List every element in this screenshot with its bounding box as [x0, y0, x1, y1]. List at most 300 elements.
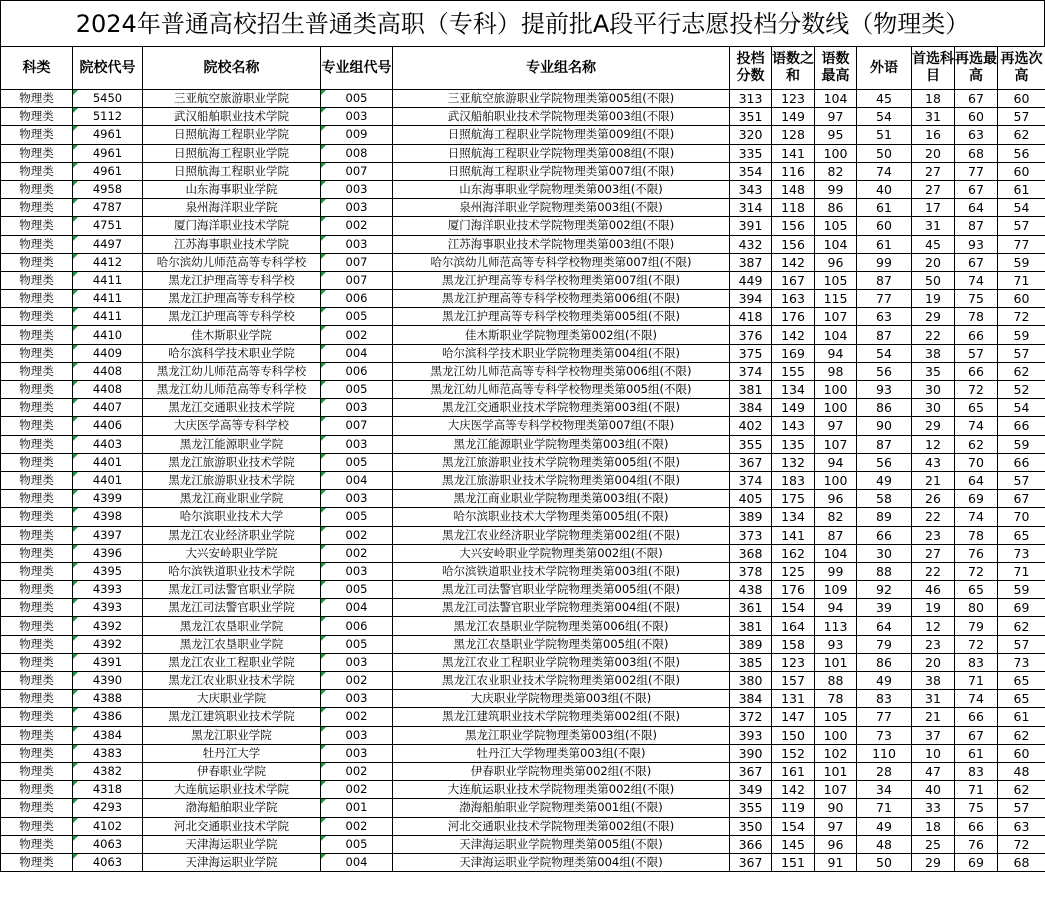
cell-first-subject: 19	[912, 599, 955, 617]
cell-score: 349	[730, 781, 772, 799]
cell-chn-math-max: 104	[815, 326, 857, 344]
cell-school: 山东海事职业学院	[143, 180, 321, 198]
cell-first-subject: 35	[912, 362, 955, 380]
cell-score: 343	[730, 180, 772, 198]
cell-re-max: 71	[955, 781, 998, 799]
cell-group-name: 武汉船舶职业技术学院物理类第003组(不限)	[393, 108, 730, 126]
cell-re-max: 76	[955, 544, 998, 562]
cell-first-subject: 20	[912, 653, 955, 671]
cell-school: 天津海运职业学院	[143, 853, 321, 871]
cell-foreign: 30	[857, 544, 912, 562]
cell-school: 黑龙江旅游职业技术学院	[143, 453, 321, 471]
cell-chn-math: 154	[772, 599, 815, 617]
cell-chn-math: 134	[772, 508, 815, 526]
cell-school: 黑龙江旅游职业技术学院	[143, 471, 321, 489]
cell-ke: 物理类	[1, 726, 73, 744]
cell-school: 日照航海工程职业学院	[143, 162, 321, 180]
cell-re-max: 65	[955, 399, 998, 417]
cell-chn-math: 152	[772, 744, 815, 762]
cell-ke: 物理类	[1, 544, 73, 562]
cell-re-second: 62	[998, 726, 1045, 744]
cell-first-subject: 25	[912, 835, 955, 853]
cell-school: 黑龙江农垦职业学院	[143, 617, 321, 635]
cell-chn-math: 118	[772, 199, 815, 217]
cell-ke: 物理类	[1, 653, 73, 671]
cell-re-second: 59	[998, 581, 1045, 599]
cell-group-name: 黑龙江护理高等专科学校物理类第007组(不限)	[393, 271, 730, 289]
cell-re-max: 66	[955, 326, 998, 344]
cell-first-subject: 40	[912, 781, 955, 799]
cell-code: 4401	[73, 471, 143, 489]
header-cell-group-code: 专业组代号	[321, 47, 393, 90]
cell-re-max: 75	[955, 799, 998, 817]
cell-school: 大兴安岭职业学院	[143, 544, 321, 562]
cell-group-code: 003	[321, 108, 393, 126]
cell-score: 372	[730, 708, 772, 726]
cell-ke: 物理类	[1, 744, 73, 762]
cell-group-code: 003	[321, 562, 393, 580]
cell-score: 355	[730, 435, 772, 453]
cell-re-max: 74	[955, 690, 998, 708]
cell-re-max: 79	[955, 617, 998, 635]
cell-re-second: 67	[998, 490, 1045, 508]
cell-chn-math-max: 100	[815, 726, 857, 744]
cell-score: 374	[730, 471, 772, 489]
cell-score: 368	[730, 544, 772, 562]
cell-first-subject: 18	[912, 90, 955, 108]
cell-re-second: 59	[998, 326, 1045, 344]
cell-chn-math-max: 93	[815, 635, 857, 653]
table-row	[1, 180, 1045, 198]
cell-chn-math-max: 95	[815, 126, 857, 144]
cell-foreign: 86	[857, 399, 912, 417]
cell-foreign: 88	[857, 562, 912, 580]
cell-ke: 物理类	[1, 453, 73, 471]
cell-score: 376	[730, 326, 772, 344]
cell-group-code: 006	[321, 290, 393, 308]
cell-ke: 物理类	[1, 762, 73, 780]
cell-ke: 物理类	[1, 144, 73, 162]
cell-ke: 物理类	[1, 253, 73, 271]
cell-first-subject: 21	[912, 708, 955, 726]
cell-school: 黑龙江商业职业学院	[143, 490, 321, 508]
cell-ke: 物理类	[1, 672, 73, 690]
table-row	[1, 126, 1045, 144]
cell-school: 渤海船舶职业学院	[143, 799, 321, 817]
cell-code: 4787	[73, 199, 143, 217]
cell-re-second: 57	[998, 108, 1045, 126]
table-row	[1, 235, 1045, 253]
cell-first-subject: 18	[912, 817, 955, 835]
cell-school: 大庆职业学院	[143, 690, 321, 708]
cell-chn-math-max: 94	[815, 599, 857, 617]
cell-chn-math: 145	[772, 835, 815, 853]
table-row	[1, 744, 1045, 762]
cell-first-subject: 26	[912, 490, 955, 508]
cell-score: 389	[730, 508, 772, 526]
cell-chn-math-max: 96	[815, 835, 857, 853]
cell-code: 4408	[73, 362, 143, 380]
table-row	[1, 653, 1045, 671]
cell-chn-math-max: 104	[815, 90, 857, 108]
cell-group-code: 004	[321, 344, 393, 362]
cell-chn-math: 116	[772, 162, 815, 180]
cell-school: 佳木斯职业学院	[143, 326, 321, 344]
header-cell-score: 投档分数	[730, 47, 772, 90]
cell-foreign: 71	[857, 799, 912, 817]
cell-first-subject: 16	[912, 126, 955, 144]
cell-score: 402	[730, 417, 772, 435]
cell-ke: 物理类	[1, 690, 73, 708]
cell-foreign: 56	[857, 453, 912, 471]
table-row	[1, 672, 1045, 690]
cell-chn-math-max: 115	[815, 290, 857, 308]
cell-group-name: 山东海事职业学院物理类第003组(不限)	[393, 180, 730, 198]
cell-chn-math-max: 99	[815, 562, 857, 580]
cell-chn-math-max: 96	[815, 253, 857, 271]
cell-school: 泉州海洋职业学院	[143, 199, 321, 217]
cell-group-name: 哈尔滨铁道职业技术学院物理类第003组(不限)	[393, 562, 730, 580]
cell-re-max: 78	[955, 526, 998, 544]
cell-ke: 物理类	[1, 562, 73, 580]
cell-re-max: 64	[955, 471, 998, 489]
cell-foreign: 60	[857, 217, 912, 235]
cell-ke: 物理类	[1, 180, 73, 198]
cell-code: 4396	[73, 544, 143, 562]
cell-group-name: 哈尔滨科学技术职业学院物理类第004组(不限)	[393, 344, 730, 362]
cell-group-code: 005	[321, 635, 393, 653]
cell-re-max: 70	[955, 453, 998, 471]
cell-re-second: 68	[998, 853, 1045, 871]
table-row	[1, 162, 1045, 180]
cell-foreign: 58	[857, 490, 912, 508]
cell-score: 438	[730, 581, 772, 599]
cell-chn-math: 158	[772, 635, 815, 653]
header-cell-foreign: 外语	[857, 47, 912, 90]
cell-group-name: 黑龙江农业工程职业学院物理类第003组(不限)	[393, 653, 730, 671]
cell-chn-math-max: 107	[815, 781, 857, 799]
cell-score: 381	[730, 617, 772, 635]
cell-group-code: 003	[321, 490, 393, 508]
cell-first-subject: 21	[912, 471, 955, 489]
cell-score: 432	[730, 235, 772, 253]
cell-first-subject: 50	[912, 271, 955, 289]
cell-re-second: 52	[998, 381, 1045, 399]
cell-ke: 物理类	[1, 162, 73, 180]
cell-school: 日照航海工程职业学院	[143, 126, 321, 144]
cell-re-second: 56	[998, 144, 1045, 162]
cell-school: 黑龙江护理高等专科学校	[143, 271, 321, 289]
cell-re-second: 72	[998, 308, 1045, 326]
cell-code: 4063	[73, 835, 143, 853]
cell-group-name: 黑龙江职业学院物理类第003组(不限)	[393, 726, 730, 744]
cell-chn-math-max: 94	[815, 344, 857, 362]
cell-code: 4497	[73, 235, 143, 253]
cell-group-code: 008	[321, 144, 393, 162]
cell-first-subject: 38	[912, 344, 955, 362]
cell-re-max: 66	[955, 708, 998, 726]
cell-re-max: 71	[955, 672, 998, 690]
cell-re-second: 66	[998, 453, 1045, 471]
cell-group-code: 005	[321, 508, 393, 526]
cell-foreign: 54	[857, 108, 912, 126]
cell-group-code: 002	[321, 672, 393, 690]
cell-score: 391	[730, 217, 772, 235]
cell-school: 伊春职业学院	[143, 762, 321, 780]
cell-code: 4397	[73, 526, 143, 544]
cell-code: 4403	[73, 435, 143, 453]
cell-ke: 物理类	[1, 617, 73, 635]
header-cell-re-second: 再选次高	[998, 47, 1045, 90]
cell-group-code: 005	[321, 381, 393, 399]
cell-group-name: 哈尔滨幼儿师范高等专科学校物理类第007组(不限)	[393, 253, 730, 271]
cell-foreign: 28	[857, 762, 912, 780]
cell-code: 4102	[73, 817, 143, 835]
cell-score: 314	[730, 199, 772, 217]
cell-re-second: 77	[998, 235, 1045, 253]
cell-re-max: 72	[955, 381, 998, 399]
cell-re-second: 72	[998, 835, 1045, 853]
cell-school: 黑龙江护理高等专科学校	[143, 290, 321, 308]
cell-group-name: 哈尔滨职业技术大学物理类第005组(不限)	[393, 508, 730, 526]
cell-code: 4390	[73, 672, 143, 690]
cell-foreign: 66	[857, 526, 912, 544]
cell-foreign: 73	[857, 726, 912, 744]
cell-re-max: 72	[955, 562, 998, 580]
table-row	[1, 690, 1045, 708]
table-row	[1, 199, 1045, 217]
cell-ke: 物理类	[1, 290, 73, 308]
cell-re-max: 67	[955, 253, 998, 271]
cell-group-name: 黑龙江农业职业技术学院物理类第002组(不限)	[393, 672, 730, 690]
cell-score: 393	[730, 726, 772, 744]
cell-chn-math: 169	[772, 344, 815, 362]
cell-school: 黑龙江司法警官职业学院	[143, 599, 321, 617]
cell-group-name: 泉州海洋职业学院物理类第003组(不限)	[393, 199, 730, 217]
table-row	[1, 435, 1045, 453]
cell-score: 378	[730, 562, 772, 580]
cell-foreign: 61	[857, 199, 912, 217]
cell-re-max: 93	[955, 235, 998, 253]
cell-re-max: 77	[955, 162, 998, 180]
cell-code: 4961	[73, 162, 143, 180]
cell-score: 313	[730, 90, 772, 108]
cell-group-name: 三亚航空旅游职业学院物理类第005组(不限)	[393, 90, 730, 108]
cell-foreign: 49	[857, 471, 912, 489]
cell-chn-math: 143	[772, 417, 815, 435]
cell-first-subject: 22	[912, 326, 955, 344]
cell-group-code: 003	[321, 744, 393, 762]
cell-first-subject: 22	[912, 562, 955, 580]
cell-foreign: 74	[857, 162, 912, 180]
cell-re-second: 63	[998, 817, 1045, 835]
cell-code: 4411	[73, 308, 143, 326]
table-row	[1, 562, 1045, 580]
cell-chn-math: 149	[772, 108, 815, 126]
cell-school: 黑龙江幼儿师范高等专科学校	[143, 362, 321, 380]
cell-code: 4398	[73, 508, 143, 526]
cell-group-code: 002	[321, 326, 393, 344]
cell-chn-math: 161	[772, 762, 815, 780]
cell-group-name: 大庆职业学院物理类第003组(不限)	[393, 690, 730, 708]
cell-chn-math-max: 94	[815, 453, 857, 471]
cell-school: 黑龙江能源职业学院	[143, 435, 321, 453]
table-row	[1, 90, 1045, 108]
cell-ke: 物理类	[1, 799, 73, 817]
cell-re-second: 57	[998, 471, 1045, 489]
cell-chn-math: 125	[772, 562, 815, 580]
cell-chn-math: 151	[772, 853, 815, 871]
cell-re-max: 65	[955, 581, 998, 599]
cell-group-code: 007	[321, 417, 393, 435]
cell-code: 4318	[73, 781, 143, 799]
cell-ke: 物理类	[1, 344, 73, 362]
cell-score: 320	[730, 126, 772, 144]
cell-foreign: 39	[857, 599, 912, 617]
cell-ke: 物理类	[1, 526, 73, 544]
cell-foreign: 87	[857, 435, 912, 453]
cell-group-name: 牡丹江大学物理类第003组(不限)	[393, 744, 730, 762]
cell-code: 5450	[73, 90, 143, 108]
cell-first-subject: 27	[912, 180, 955, 198]
cell-ke: 物理类	[1, 326, 73, 344]
cell-group-code: 002	[321, 762, 393, 780]
cell-re-max: 87	[955, 217, 998, 235]
cell-chn-math: 163	[772, 290, 815, 308]
cell-foreign: 79	[857, 635, 912, 653]
cell-group-name: 天津海运职业学院物理类第005组(不限)	[393, 835, 730, 853]
table-row	[1, 399, 1045, 417]
cell-chn-math: 135	[772, 435, 815, 453]
table-row	[1, 817, 1045, 835]
cell-group-code: 005	[321, 835, 393, 853]
cell-chn-math: 156	[772, 217, 815, 235]
cell-ke: 物理类	[1, 508, 73, 526]
cell-score: 389	[730, 635, 772, 653]
cell-first-subject: 23	[912, 526, 955, 544]
table-row	[1, 108, 1045, 126]
cell-code: 4407	[73, 399, 143, 417]
cell-group-name: 黑龙江农垦职业学院物理类第005组(不限)	[393, 635, 730, 653]
cell-chn-math-max: 102	[815, 744, 857, 762]
cell-chn-math: 128	[772, 126, 815, 144]
cell-foreign: 56	[857, 362, 912, 380]
cell-score: 367	[730, 453, 772, 471]
cell-foreign: 77	[857, 290, 912, 308]
cell-group-code: 009	[321, 126, 393, 144]
cell-chn-math: 167	[772, 271, 815, 289]
table-body	[1, 90, 1045, 872]
table-row	[1, 599, 1045, 617]
cell-foreign: 87	[857, 326, 912, 344]
cell-code: 4408	[73, 381, 143, 399]
cell-code: 4393	[73, 599, 143, 617]
cell-code: 4961	[73, 144, 143, 162]
cell-code: 4961	[73, 126, 143, 144]
cell-first-subject: 10	[912, 744, 955, 762]
cell-group-name: 黑龙江农业经济职业学院物理类第002组(不限)	[393, 526, 730, 544]
cell-group-name: 佳木斯职业学院物理类第002组(不限)	[393, 326, 730, 344]
cell-re-max: 74	[955, 417, 998, 435]
table-row	[1, 762, 1045, 780]
cell-re-second: 61	[998, 708, 1045, 726]
cell-group-name: 黑龙江能源职业学院物理类第003组(不限)	[393, 435, 730, 453]
cell-ke: 物理类	[1, 853, 73, 871]
cell-re-second: 60	[998, 290, 1045, 308]
cell-re-second: 65	[998, 672, 1045, 690]
cell-school: 哈尔滨幼儿师范高等专科学校	[143, 253, 321, 271]
cell-chn-math: 147	[772, 708, 815, 726]
cell-code: 4410	[73, 326, 143, 344]
cell-chn-math: 148	[772, 180, 815, 198]
cell-re-second: 65	[998, 690, 1045, 708]
cell-group-code: 003	[321, 180, 393, 198]
cell-foreign: 54	[857, 344, 912, 362]
cell-group-code: 002	[321, 544, 393, 562]
cell-code: 4411	[73, 290, 143, 308]
cell-chn-math: 119	[772, 799, 815, 817]
cell-school: 黑龙江交通职业技术学院	[143, 399, 321, 417]
cell-chn-math-max: 113	[815, 617, 857, 635]
cell-re-second: 62	[998, 781, 1045, 799]
cell-score: 367	[730, 762, 772, 780]
table-row	[1, 326, 1045, 344]
cell-chn-math-max: 104	[815, 544, 857, 562]
cell-chn-math: 123	[772, 653, 815, 671]
cell-group-code: 002	[321, 708, 393, 726]
cell-first-subject: 29	[912, 417, 955, 435]
cell-re-second: 73	[998, 544, 1045, 562]
cell-ke: 物理类	[1, 835, 73, 853]
cell-foreign: 40	[857, 180, 912, 198]
cell-chn-math-max: 104	[815, 235, 857, 253]
cell-re-second: 62	[998, 362, 1045, 380]
cell-chn-math-max: 99	[815, 180, 857, 198]
cell-re-second: 73	[998, 653, 1045, 671]
header-cell-code: 院校代号	[73, 47, 143, 90]
cell-group-name: 黑龙江旅游职业技术学院物理类第004组(不限)	[393, 471, 730, 489]
table-row	[1, 453, 1045, 471]
header-cell-first-subject: 首选科目	[912, 47, 955, 90]
cell-code: 4399	[73, 490, 143, 508]
cell-chn-math-max: 82	[815, 162, 857, 180]
cell-code: 4411	[73, 271, 143, 289]
cell-re-second: 59	[998, 435, 1045, 453]
cell-first-subject: 47	[912, 762, 955, 780]
cell-re-max: 69	[955, 490, 998, 508]
cell-school: 牡丹江大学	[143, 744, 321, 762]
cell-group-code: 005	[321, 581, 393, 599]
cell-first-subject: 46	[912, 581, 955, 599]
cell-score: 387	[730, 253, 772, 271]
cell-first-subject: 31	[912, 217, 955, 235]
cell-group-code: 003	[321, 435, 393, 453]
cell-foreign: 77	[857, 708, 912, 726]
cell-ke: 物理类	[1, 235, 73, 253]
cell-chn-math-max: 101	[815, 762, 857, 780]
cell-score: 384	[730, 399, 772, 417]
cell-chn-math: 150	[772, 726, 815, 744]
cell-score: 449	[730, 271, 772, 289]
cell-ke: 物理类	[1, 271, 73, 289]
cell-first-subject: 33	[912, 799, 955, 817]
cell-ke: 物理类	[1, 362, 73, 380]
cell-re-second: 60	[998, 162, 1045, 180]
cell-foreign: 83	[857, 690, 912, 708]
cell-score: 361	[730, 599, 772, 617]
cell-chn-math: 154	[772, 817, 815, 835]
cell-school: 黑龙江职业学院	[143, 726, 321, 744]
